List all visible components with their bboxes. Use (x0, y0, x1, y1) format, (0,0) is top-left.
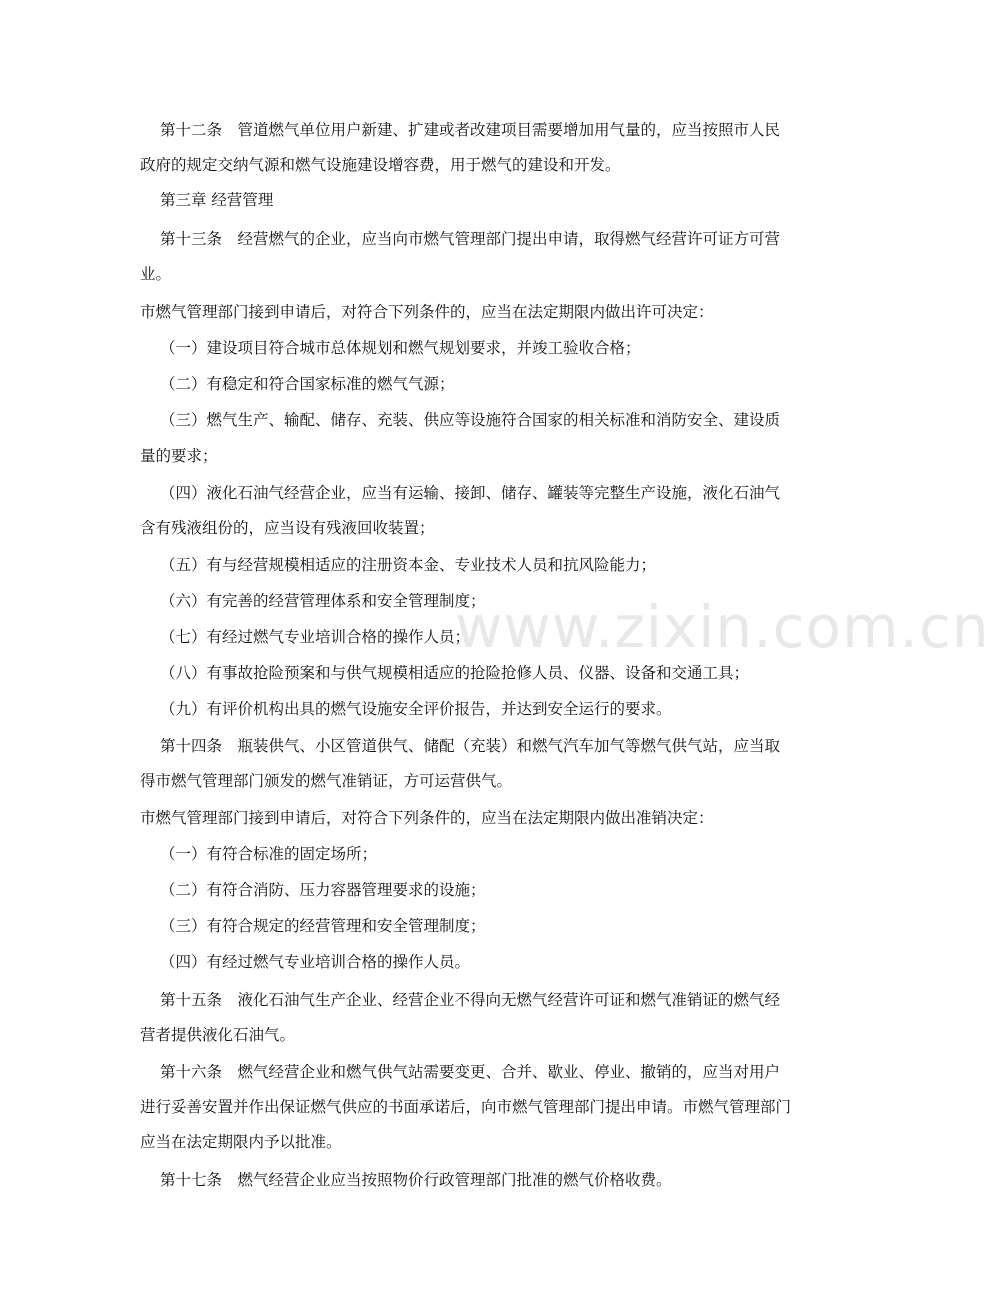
article-13-item-8: （八）有事故抢险预案和与供气规模相适应的抢险抢修人员、仪器、设备和交通工具； (160, 664, 750, 682)
watermark: www.zixin.com.cn (455, 593, 990, 661)
article-13-item-6: （六）有完善的经营管理体系和安全管理制度； (160, 592, 486, 610)
article-14-line-2: 得市燃气管理部门颁发的燃气准销证，方可运营供气。 (140, 772, 513, 790)
article-12-line-2: 政府的规定交纳气源和燃气设施建设增容费，用于燃气的建设和开发。 (140, 156, 621, 174)
article-13-item-4-line-1: （四）液化石油气经营企业，应当有运输、接卸、储存、罐装等完整生产设施，液化石油气 (160, 484, 781, 502)
article-13-line-2: 业。 (140, 265, 172, 283)
article-13-item-7: （七）有经过燃气专业培训合格的操作人员； (160, 628, 471, 646)
article-14-line-1: 第十四条 瓶装供气、小区管道供气、储配（充装）和燃气汽车加气等燃气供气站，应当取 (160, 737, 781, 755)
article-14-item-4: （四）有经过燃气专业培训合格的操作人员。 (160, 953, 471, 971)
article-16-line-3: 应当在法定期限内予以批准。 (140, 1133, 342, 1151)
article-13-item-3-line-2: 量的要求； (140, 447, 218, 465)
article-17-line-1: 第十七条 燃气经营企业应当按照物价行政管理部门批准的燃气价格收费。 (160, 1171, 672, 1189)
article-13-item-4-line-2: 含有残液组份的，应当设有残液回收装置； (140, 519, 435, 537)
article-13-intro: 市燃气管理部门接到申请后，对符合下列条件的，应当在法定期限内做出许可决定： (140, 303, 714, 321)
article-16-line-1: 第十六条 燃气经营企业和燃气供气站需要变更、合并、歇业、停业、撤销的，应当对用户 (160, 1063, 781, 1081)
article-13-item-9: （九）有评价机构出具的燃气设施安全评价报告，并达到安全运行的要求。 (160, 700, 672, 718)
article-15-line-2: 营者提供液化石油气。 (140, 1026, 296, 1044)
article-12-line-1: 第十二条 管道燃气单位用户新建、扩建或者改建项目需要增加用气量的，应当按照市人民 (160, 121, 781, 139)
article-13-item-2: （二）有稳定和符合国家标准的燃气气源； (160, 375, 455, 393)
article-14-item-2: （二）有符合消防、压力容器管理要求的设施； (160, 881, 486, 899)
article-15-line-1: 第十五条 液化石油气生产企业、经营企业不得向无燃气经营许可证和燃气准销证的燃气经 (160, 991, 781, 1009)
article-14-intro: 市燃气管理部门接到申请后，对符合下列条件的，应当在法定期限内做出准销决定： (140, 809, 714, 827)
article-13-item-1: （一）建设项目符合城市总体规划和燃气规划要求，并竣工验收合格； (160, 339, 641, 357)
article-14-item-3: （三）有符合规定的经营管理和安全管理制度； (160, 917, 486, 935)
article-13-item-5: （五）有与经营规模相适应的注册资本金、专业技术人员和抗风险能力； (160, 556, 657, 574)
article-16-line-2: 进行妥善安置并作出保证燃气供应的书面承诺后，向市燃气管理部门提出申请。市燃气管理部门 (140, 1098, 792, 1116)
article-14-item-1: （一）有符合标准的固定场所； (160, 845, 378, 863)
article-13-line-1: 第十三条 经营燃气的企业，应当向市燃气管理部门提出申请，取得燃气经营许可证方可营 (160, 230, 781, 248)
article-13-item-3-line-1: （三）燃气生产、输配、储存、充装、供应等设施符合国家的相关标准和消防安全、建设质 (160, 411, 781, 429)
chapter-3-heading: 第三章 经营管理 (160, 191, 274, 209)
